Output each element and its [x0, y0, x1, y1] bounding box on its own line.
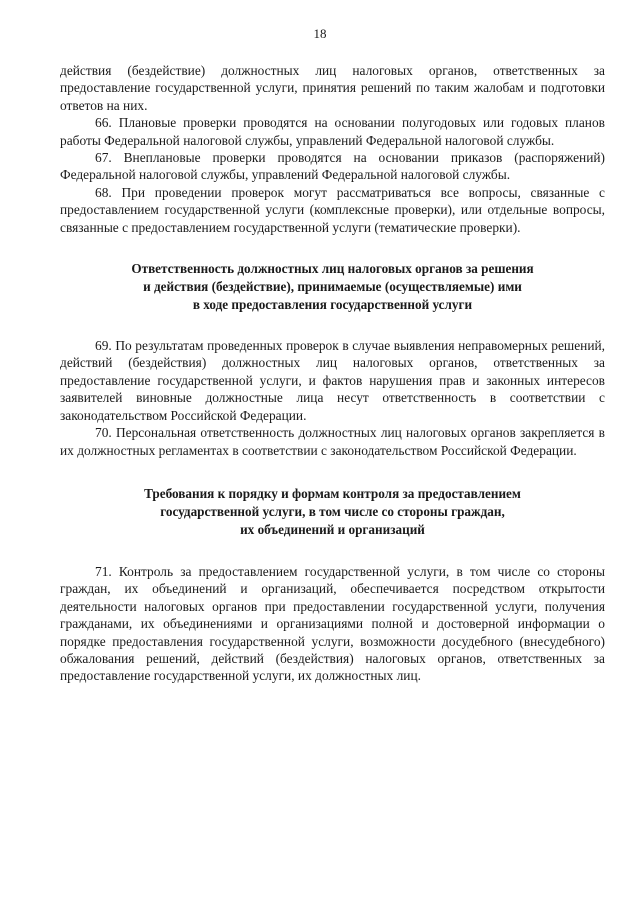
- section-heading-responsibility: [60, 260, 605, 314]
- paragraph-71: 71. Контроль за предоставлением государственной услуги, в том числе со стороны граждан, их объединений и организаций, обеспечивается посредством открытости деятельности налоговых органов при предоставлении государственной услуги, получения гражданами, их объединениями и организациями полной и достоверной информации о порядке предоставления государственной услуги, возможности досудебного (внесудебного) обжалования решений, действий (бездействия) налоговых органов, ответственных за предоставление государственной услуги, их должностных лиц.: [60, 563, 605, 684]
- page-number: 18: [313, 26, 327, 41]
- paragraph-67: 67. Внеплановые проверки проводятся на основании приказов (распоряжений) Федеральной налоговой службы, управлений Федеральной налоговой службы.: [60, 150, 605, 183]
- heading-line: Ответственность должностных лиц налоговых органов за решения: [131, 261, 534, 277]
- heading-line: и действия (бездействие), принимаемые (осуществляемые) ими: [143, 279, 522, 295]
- section-heading-control-requirements: [60, 485, 605, 539]
- document-body: [60, 62, 605, 685]
- heading-line: государственной услуги, в том числе со стороны граждан,: [160, 503, 505, 519]
- heading-line: их объединений и организаций: [240, 521, 425, 537]
- paragraph-68: 68. При проведении проверок могут рассматриваться все вопросы, связанные с предоставлением государственной услуги (комплексные проверки), или отдельные вопросы, связанные с предоставлением государственной услуги (тематические проверки).: [60, 184, 605, 235]
- heading-line: в ходе предоставления государственной услуги: [192, 297, 473, 313]
- paragraph-69: 69. По результатам проведенных проверок в случае выявления неправомерных решений, действий (бездействия) должностных лиц налоговых органов, ответственных за предоставление государственной услуги, и фактов нарушения прав и законных интересов заявителей виновные должностные лица несут ответственность в соответствии с законодательством Российской Федерации.: [60, 338, 605, 423]
- paragraph-continuation: действия (бездействие) должностных лиц налоговых органов, ответственных за предоставление государственной услуги, принятия решений по таким жалобам и подготовки ответов на них.: [60, 63, 605, 113]
- paragraph-70: 70. Персональная ответственность должностных лиц налоговых органов закрепляется в их должностных регламентах в соответствии с законодательством Российской Федерации.: [60, 425, 605, 458]
- heading-line: Требования к порядку и формам контроля за предоставлением: [144, 485, 521, 501]
- paragraph-66: 66. Плановые проверки проводятся на основании полугодовых или годовых планов работы Федеральной налоговой службы, управлений Федеральной налоговой службы.: [60, 115, 605, 148]
